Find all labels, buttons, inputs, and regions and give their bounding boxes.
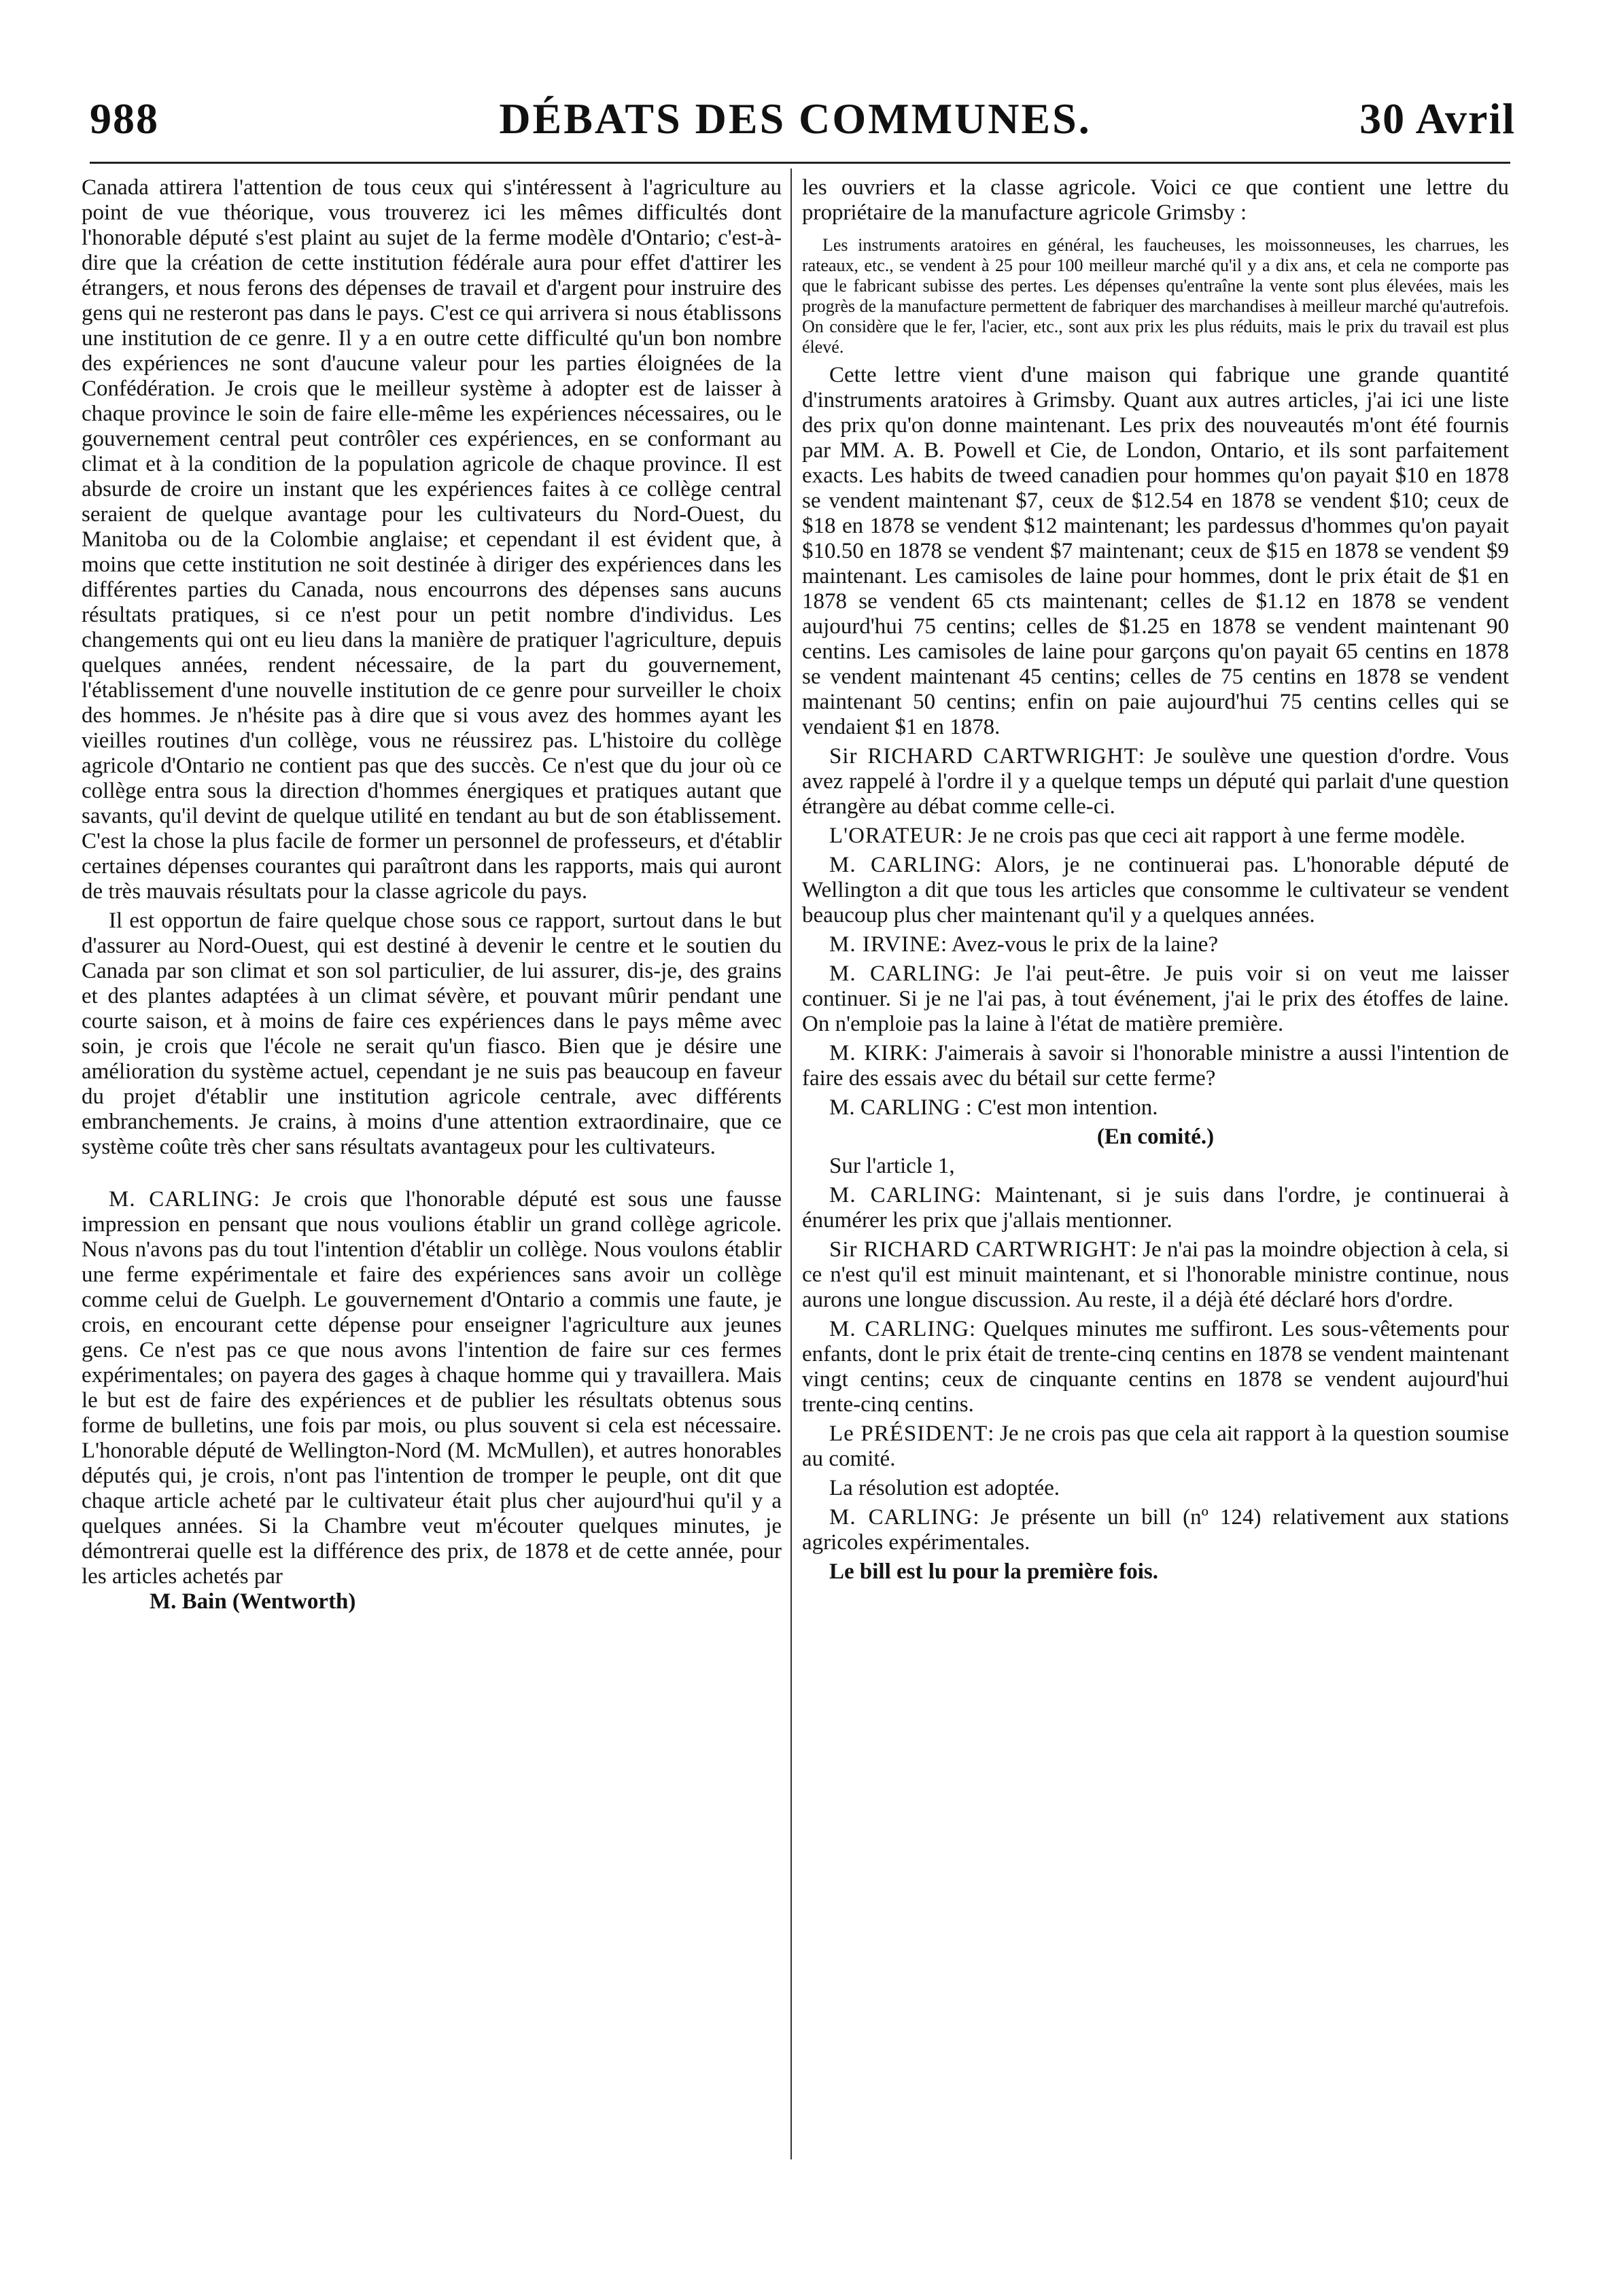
right-paragraph-8 (802, 1041, 1509, 1091)
right-paragraph-11: Sur l'article 1, (829, 1154, 955, 1178)
right-column (802, 175, 1509, 1585)
left-paragraph-2: Il est opportun de faire quelque chose sous ce rapport, surtout dans le but d'assurer au Nord-Ouest, qui est destiné à devenir le centre et le soutien du Canada par son climat et son sol particulier, de lui assurer, dis-je, des grains et des plantes adaptées à un climat sévère, et pouvant mûrir pendant une courte saison, et à moins de faire ces expériences dans le pays même avec soin, je crois que l'école ne serait qu'un fiasco. Bien que je désire une amélioration du système actuel, cependant je ne suis pas beaucoup en faveur du projet d'établir une institution agricole centrale, avec différents embranchements. Je crains, à moins d'une attention extraordinaire, que ce système coûte très cher sans résultats avantageux pour les cultivateurs. (82, 908, 782, 1159)
speech-text: : Maintenant, si je suis dans l'ordre, je continuerai à énumérer les prix que j'allais mentionner. (802, 1183, 1509, 1233)
right-paragraph-17 (802, 1505, 1509, 1555)
right-paragraph-7 (802, 961, 1509, 1037)
right-paragraph-9: M. CARLING : C'est mon intention. (829, 1095, 1158, 1120)
right-paragraph-15 (802, 1421, 1509, 1472)
speaker-name: L'ORATEUR (829, 824, 957, 848)
column-footer-speaker: M. Bain (Wentworth) (150, 1589, 356, 1614)
speech-text: : J'aimerais à savoir si l'honorable ministre a aussi l'intention de faire des essais avec du bétail sur cette ferme? (802, 1041, 1509, 1091)
left-column (82, 175, 782, 1614)
speech-text: : Quelques minutes me suffiront. Les sous-vêtements pour enfants, dont le prix était de trente-cinq centins en 1878 se vendent maintenant vingt centins; ceux de cinquante centins en 1878 se vendent aujourd'hui trente-cinq centins. (802, 1317, 1510, 1417)
speaker-name: Le PRÉSIDENT (829, 1421, 988, 1446)
speech-text: : Je crois que l'honorable député est sous une fausse impression en pensant que nous voulions établir un grand collège agricole. Nous n'avons pas du tout l'intention d'établir un collège. Nous voulons établir une ferme expérimentale et faire des expériences sans avoir un collège comme celui de Guelph. Le gouvernement d'Ontario a commis une faute, je crois, en encourant cette dépense pour enseigner l'agriculture aux jeunes gens. Ce n'est pas ce que nous avons l'intention de faire sur ces fermes expérimentales; on payera des gages à chaque homme qui y travaillera. Mais le but est de faire des expériences et de publier les résultats obtenus sous forme de bulletins, une fois par mois, ou plus souvent si cela est nécessaire. L'honorable député de Wellington-Nord (M. McMullen), et autres honorables députés qui, je crois, n'ont pas l'intention de tromper le peuple, ont dit que chaque article acheté par le cultivateur était plus cher aujourd'hui qu'il y a quelques années. Si la Chambre veut m'écouter quelques minutes, je démontrerai quelle est la différence des prix, de 1878 et de cette année, pour les articles achetés par (82, 1187, 782, 1589)
speaker-name: M. CARLING (829, 1183, 975, 1207)
right-paragraph-13 (802, 1237, 1509, 1313)
speaker-name: M. CARLING (109, 1187, 254, 1212)
speech-text: : Je ne crois pas que cela ait rapport à la question soumise au comité. (802, 1421, 1509, 1471)
page-number: 988 (90, 94, 159, 143)
right-paragraph-4 (802, 824, 1509, 849)
right-paragraph-2: Cette lettre vient d'une maison qui fabrique une grande quantité d'instruments aratoires à Grimsby. Quant aux autres articles, j'ai ici une liste des prix qu'on donne maintenant. Les prix des nouveautés m'ont été fournis par MM. A. B. Powell et Cie, de London, Ontario, et ils sont parfaitement exacts. Les habits de tweed canadien pour hommes qu'on payait $10 en 1878 se vendent maintenant $7, ceux de $12.54 en 1878 se vendent $10; ceux de $18 en 1878 se vendent $12 maintenant; les pardessus d'hommes qu'on payait $10.50 en 1878 se vendent $7 maintenant; ceux de $15 en 1878 se vendent $9 maintenant. Les camisoles de laine pour hommes, dont le prix était de $1 en 1878 se vendent 65 cts maintenant; celles de $1.12 en 1878 se vendent aujourd'hui 75 centins; celles de $1.25 en 1878 se vendent maintenant 90 centins. Les camisoles de laine pour garçons qu'on payait 65 centins en 1878 se vendent maintenant 45 centins; celles de 75 centins en 1878 se vendent maintenant 50 centins; enfin on paie aujourd'hui 75 centins celles qui se vendaient $1 en 1878. (802, 363, 1509, 739)
page-title: DÉBATS DES COMMUNES. (499, 94, 1092, 143)
speaker-name: M. CARLING (829, 1317, 970, 1341)
letter-quote: Les instruments aratoires en général, les faucheuses, les moissonneuses, les charrues, les rateaux, etc., se vendent à 25 pour 100 meilleur marché qu'il y a dix ans, et cela ne comporte pas que le fabricant subisse des pertes. Les dépenses qu'entraîne la vente sont plus élevées, mais les progrès de la manufacture permettent de fabriquer des marchandises à meilleur marché qu'autrefois. On considère que le fer, l'acier, etc., sont aux prix les plus réduits, mais le prix du travail est plus élevé. (802, 235, 1509, 357)
left-paragraph-3 (82, 1187, 782, 1589)
speaker-name: M. IRVINE (829, 932, 941, 957)
right-paragraph-6 (802, 932, 1509, 957)
speech-text: : Alors, je ne continuerai pas. L'honorable député de Wellington a dit que tous les articles que consomme le cultivateur se vendent beaucoup plus cher maintenant qu'il y a quelques années. (802, 853, 1509, 928)
header-rule (90, 162, 1510, 164)
speech-text: : Je n'ai pas la moindre objection à cela, si ce n'est qu'il est minuit maintenant, et si l'honorable ministre continue, nous aurons une longue discussion. Au reste, il a déjà été déclaré hors d'ordre. (802, 1237, 1509, 1312)
speech-text: : Je ne crois pas que ceci ait rapport à une ferme modèle. (956, 824, 1465, 848)
speech-text: : Je l'ai peut-être. Je puis voir si on veut me laisser continuer. Si je ne l'ai pas, à tout événement, j'ai le prix des étoffes de laine. On n'emploie pas la laine à l'état de matière première. (802, 961, 1509, 1036)
page-date: 30 Avril (1359, 94, 1516, 143)
speech-text: : Je présente un bill (nº 124) relativement aux stations agricoles expérimentales. (802, 1505, 1509, 1555)
speaker-name: M. CARLING (829, 853, 975, 877)
right-paragraph-14 (802, 1317, 1509, 1417)
right-paragraph-16: La résolution est adoptée. (829, 1476, 1060, 1500)
right-paragraph-3 (802, 744, 1509, 819)
speech-text: : Je soulève une question d'ordre. Vous avez rappelé à l'ordre il y a quelque temps un député qui parlait d'une question étrangère au débat comme celle-ci. (802, 744, 1509, 819)
left-paragraph-1: Canada attirera l'attention de tous ceux qui s'intéressent à l'agriculture au point de vue théorique, vous trouverez ici les mêmes difficultés dont l'honorable député s'est plaint au sujet de la ferme modèle d'Ontario; c'est-à-dire que la création de cette institution fédérale aura pour effet d'attirer les étrangers, et nous ferons des dépenses de travail et d'argent pour instruire des gens qui ne resteront pas dans le pays. C'est ce qui arrivera si nous établissons une institution de ce genre. Il y a en outre cette difficulté qu'un bon nombre des expériences ne sont d'aucune valeur pour les parties éloignées de la Confédération. Je crois que le meilleur système à adopter est de laisser à chaque province le soin de faire elle-même les expériences nécessaires, ou le gouvernement central peut contrôler ces expériences, en se conformant au climat et à la condition de la population agricole de chaque province. Il est absurde de croire un instant que les expériences faites à ce collège central seraient de quelque avantage pour les cultivateurs du Nord-Ouest, du Manitoba ou de la Colombie anglaise; et cependant il est évident que, à moins que cette institution ne soit destinée à diriger des expériences dans les différentes parties du Canada, nous encourrons des dépenses sans aucuns résultats pratiques, si ce n'est pour un petit nombre d'individus. Les changements qui ont eu lieu dans la manière de pratiquer l'agriculture, depuis quelques années, rendent nécessaire, de la part du gouvernement, l'établissement d'une nouvelle institution de ce genre pour surveiller le choix des hommes. Je n'hésite pas à dire que si vous avez des hommes ayant les vieilles routines d'un collège, vous ne réussirez pas. L'histoire du collège agricole d'Ontario ne contient pas que des succès. Ce n'est que du jour où ce collège entra sous la direction d'hommes énergiques et pratiques autant que savants, qu'il devint de quelque utilité en tendant au but de son établissement. C'est la chose la plus facile de former un personnel de professeurs, et d'établir certaines dépenses courantes qui paraîtront dans les rapports, mais qui auront de très mauvais résultats pour la classe agricole du pays. (82, 175, 782, 904)
speaker-name: M. CARLING (829, 1505, 973, 1530)
speaker-name: Sir RICHARD CARTWRIGHT (829, 744, 1138, 769)
speaker-name: M. CARLING (829, 961, 975, 986)
speaker-name: Sir RICHARD CARTWRIGHT (829, 1237, 1131, 1262)
right-paragraph-1: les ouvriers et la classe agricole. Voici ce que contient une lettre du propriétaire de la manufacture agricole Grimsby : (802, 175, 1509, 225)
section-heading: (En comité.) (1096, 1125, 1215, 1149)
right-paragraph-18: Le bill est lu pour la première fois. (829, 1559, 1158, 1584)
speech-text: : Avez-vous le prix de la laine? (941, 932, 1219, 957)
page-header (75, 94, 1516, 155)
speaker-name: M. KIRK (829, 1041, 922, 1065)
right-paragraph-5 (802, 853, 1509, 928)
right-paragraph-12 (802, 1183, 1509, 1233)
column-divider (790, 169, 792, 2159)
